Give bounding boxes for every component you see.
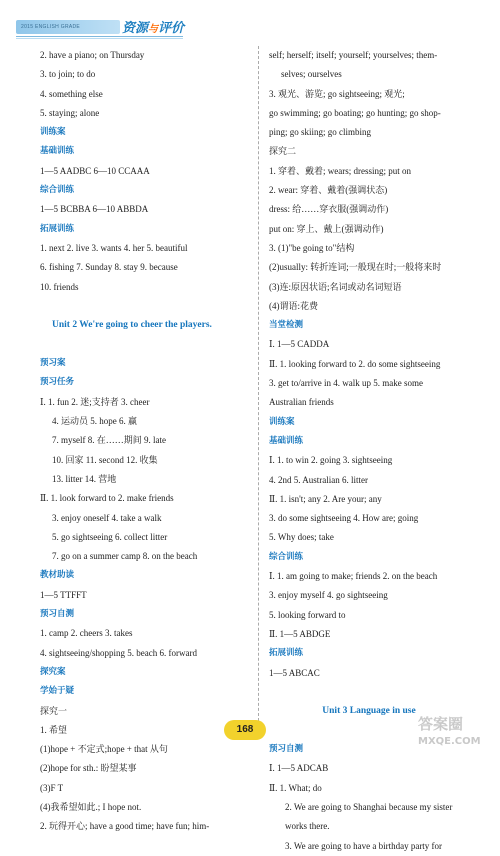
answer-line: Ⅱ. 1. looking forward to 2. do some sightseeing [269, 358, 441, 369]
section-heading: 基础训练 [40, 146, 75, 157]
answer-line: 3. do some sightseeing 4. How are; going [269, 513, 419, 524]
answer-line: 4. 运动员 5. hope 6. 赢 [52, 416, 137, 427]
answer-line: 7. go on a summer camp 8. on the beach [52, 551, 198, 562]
answer-line: Ⅱ. 1. isn't; any 2. Are your; any [269, 493, 382, 504]
answer-line: 3. enjoy myself 4. go sightseeing [269, 590, 388, 601]
answer-line: dress: 给……穿衣服(强调动作) [269, 204, 389, 215]
page-header [0, 0, 500, 38]
answer-line: Ⅱ. 1. look forward to 2. make friends [40, 493, 174, 504]
answer-line: 7. myself 8. 在……期间 9. late [52, 435, 166, 446]
unit-3-title: Unit 3 Language in use [322, 705, 416, 716]
answer-line: 4. something else [40, 88, 103, 99]
section-heading: 基础训练 [269, 435, 304, 446]
answer-line: 10. friends [40, 281, 79, 292]
section-heading: 综合训练 [40, 185, 75, 196]
answer-line: (2)usually: 转折连词;一般现在时;一般将来时 [269, 262, 442, 273]
answer-line: (2)hope for sth.: 盼望某事 [40, 763, 137, 774]
answer-line: 13. litter 14. 营地 [52, 473, 117, 484]
answer-line: go swimming; go boating; go hunting; go shop- [269, 107, 441, 118]
section-heading: 学始于疑 [40, 686, 75, 697]
section-heading: 预习自测 [269, 744, 304, 755]
answer-line: 3. We are going to have a birthday party for [285, 840, 443, 851]
answer-line: 5. staying; alone [40, 107, 100, 118]
answer-line: 3. 观光、游览; go sightseeing; 观光; [269, 88, 405, 99]
answer-line: 1. 希望 [40, 724, 68, 735]
section-heading: 教材助读 [40, 570, 75, 581]
section-heading: 预习任务 [40, 377, 75, 388]
answer-line: 1—5 TTFFT [40, 589, 87, 600]
answer-line: 1—5 BCBBA 6—10 ABBDA [40, 204, 149, 215]
section-heading: 训练案 [40, 127, 66, 138]
page-number: 168 [224, 720, 266, 740]
answer-line: Ⅱ. 1. What; do [269, 782, 322, 793]
section-heading: 拓展训练 [40, 223, 75, 234]
answer-line: self; herself; itself; yourself; yourselves; them- [269, 50, 438, 60]
answer-line: Ⅰ. 1. fun 2. 迷;支持者 3. cheer [40, 396, 150, 407]
left-column [40, 46, 248, 837]
watermark-line1: 答案圈 [418, 715, 464, 733]
watermark-line2: MXQE.COM [418, 736, 481, 747]
answer-line: 1. 穿着、戴着; wears; dressing; put on [269, 165, 411, 176]
watermark-logo [418, 716, 498, 756]
answer-line: ping; go skiing; go climbing [269, 127, 372, 138]
section-heading: 拓展训练 [269, 648, 304, 659]
spacer [40, 297, 248, 316]
section-heading: 预习案 [40, 358, 66, 369]
section-heading: 探究案 [40, 666, 66, 677]
unit-2-title: Unit 2 We're going to cheer the players. [52, 319, 212, 330]
answer-line: 3. enjoy oneself 4. take a walk [52, 512, 162, 523]
answer-line: 3. (1)"be going to"结构 [269, 242, 355, 253]
answer-line: Ⅱ. 1—5 ABDGE [269, 628, 331, 639]
answer-line: Ⅰ. 1. am going to make; friends 2. on the beach [269, 571, 438, 582]
section-heading: 综合训练 [269, 551, 304, 562]
spacer [40, 335, 248, 354]
answer-line: 5. looking forward to [269, 609, 346, 620]
answer-line: works there. [285, 821, 330, 832]
header-rule-secondary [16, 38, 183, 39]
answer-line: 3. to join; to do [40, 69, 96, 80]
section-heading: 预习自测 [40, 609, 75, 620]
answer-line: 5. Why does; take [269, 532, 334, 543]
answer-line: Ⅰ. 1—5 CADDA [269, 339, 330, 350]
answer-line: Ⅰ. 1—5 ADCAB [269, 763, 329, 774]
section-heading: 当堂检测 [269, 320, 304, 331]
answer-line: 6. fishing 7. Sunday 8. stay 9. because [40, 262, 178, 273]
answer-line: 5. go sightseeing 6. collect litter [52, 531, 168, 542]
answer-line: 2. We are going to Shanghai because my sister [285, 801, 453, 812]
header-title-part2: 评价 [158, 21, 185, 36]
answer-line: (4)谓语:花费 [269, 300, 318, 311]
section-heading: 训练案 [269, 416, 295, 427]
answer-line: (3)F T [40, 782, 64, 793]
answer-line: (4)我希望如此.; I hope not. [40, 801, 142, 812]
answer-line: 2. wear: 穿着、戴着(强调状态) [269, 185, 388, 196]
answer-line: Ⅰ. 1. to win 2. going 3. sightseeing [269, 455, 393, 466]
answer-line: 3. get to/arrive in 4. walk up 5. make some [269, 378, 423, 389]
header-rule [16, 36, 183, 37]
answer-line: selves; ourselves [281, 69, 342, 80]
sub-heading: 探究二 [269, 146, 297, 157]
sub-heading: 探究一 [40, 705, 68, 716]
answer-line: 2. have a piano; on Thursday [40, 50, 145, 60]
answer-line: 4. sightseeing/shopping 5. beach 6. forward [40, 647, 197, 658]
answer-line: Australian friends [269, 397, 334, 408]
header-title-amp: 与 [148, 24, 159, 35]
spacer [269, 683, 469, 702]
answer-line: 10. 回家 11. second 12. 收集 [52, 454, 158, 465]
answer-line: 1. camp 2. cheers 3. takes [40, 628, 133, 639]
answer-line: 1—5 ABCAC [269, 667, 320, 678]
answer-line: (1)hope + 不定式;hope + that 从句 [40, 744, 168, 755]
header-title [122, 17, 184, 36]
answer-line: 2. 玩得开心; have a good time; have fun; him- [40, 821, 210, 832]
header-title-part1: 资源 [122, 21, 149, 36]
answer-line: 4. 2nd 5. Australian 6. litter [269, 474, 368, 485]
column-divider [258, 46, 259, 736]
header-banner: 2015 ENGLISH GRADE [16, 20, 120, 34]
answer-line: 1. next 2. live 3. wants 4. her 5. beautiful [40, 242, 188, 253]
answer-line: (3)连:原因状语;名词或动名词短语 [269, 281, 402, 292]
answer-line: put on: 穿上、戴上(强调动作) [269, 223, 384, 234]
answer-line: 1—5 AADBC 6—10 CCAAA [40, 165, 150, 176]
